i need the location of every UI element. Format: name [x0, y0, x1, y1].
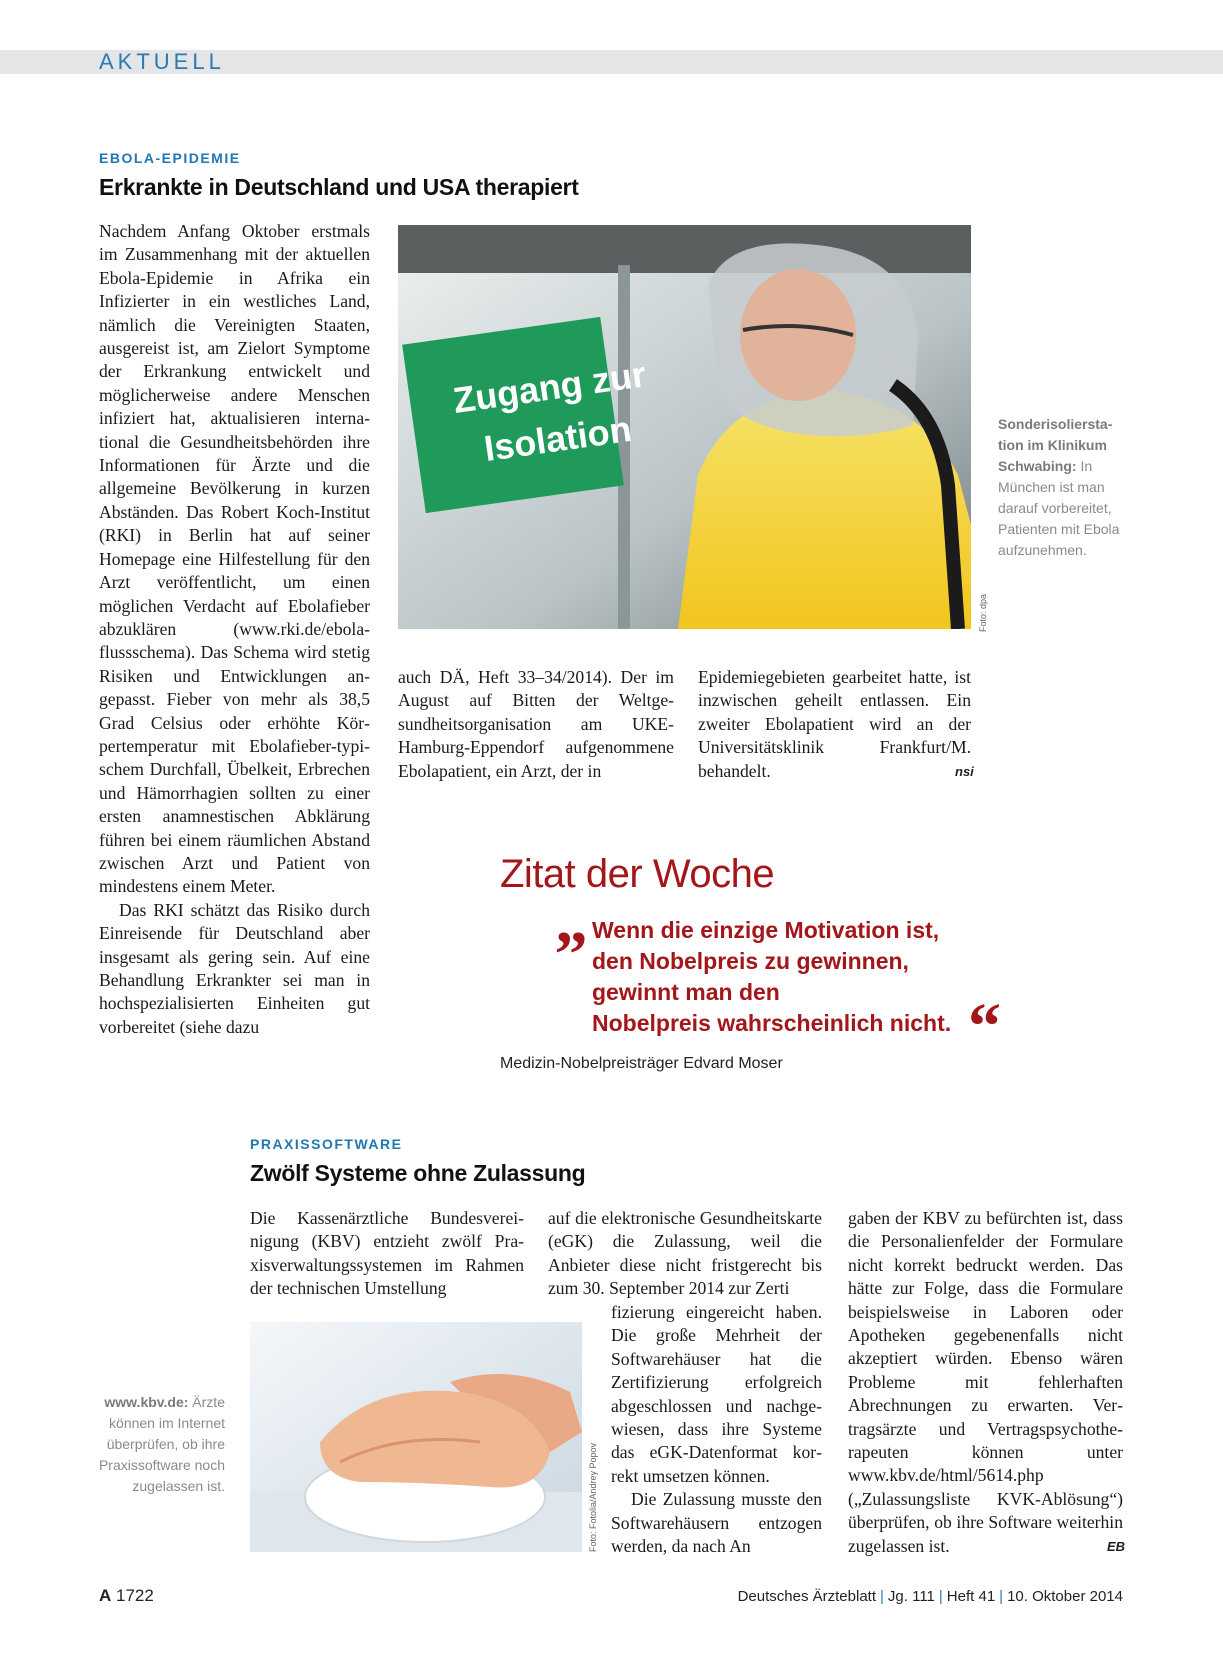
article2-caption [90, 1392, 225, 1497]
caption-bold: www.kbv.de: [104, 1394, 189, 1410]
quote-line: Nobelpreis wahrscheinlich nicht. [592, 1010, 952, 1036]
article2-signature: EB [1107, 1539, 1126, 1554]
quote-author: Medizin-Nobelpreisträger Edvard Moser [500, 1055, 783, 1072]
article2-paragraph: fizierung eingereicht haben. Die große Mehrheit der Softwarehäuser hat die Zertifizierung erfolgreich abgeschlossen und nachgewiesen, dass ihre Systeme das eGK-Datenformat korrekt umsetzen können. [611, 1302, 822, 1486]
article1-column-2 [398, 666, 674, 783]
quote-line: den Nobelpreis zu gewinnen, [592, 948, 909, 974]
section-label: AKTUELL [99, 49, 225, 74]
article1-column-1 [99, 220, 370, 1039]
sign-text-line1: Zugang zur [450, 353, 649, 421]
caption-bold: Sonderisolierstation im Klinikum Schwabing: [998, 416, 1113, 474]
article2-column-3 [848, 1207, 1126, 1558]
quote-title: Zitat der Woche [500, 852, 775, 896]
page-number [99, 1586, 154, 1606]
page-prefix: A [99, 1586, 112, 1605]
article1-kicker: EBOLA-EPIDEMIE [99, 150, 241, 166]
article2-column-2-top [548, 1207, 822, 1301]
sign-text-line2: Isolation [481, 407, 634, 470]
quote-text [592, 915, 951, 1039]
page-number-value: 1722 [116, 1586, 154, 1605]
article2-paragraph: Die Zulassung musste den Softwarehäusern entzogen werden, da nach An [611, 1489, 822, 1557]
article2-column-2-bottom [611, 1301, 822, 1558]
photo-credit: Foto: dpa [978, 593, 988, 632]
divider: | [880, 1588, 884, 1605]
quote-line: gewinnt man den [592, 979, 780, 1005]
journal-name: Deutsches Ärzteblatt [737, 1588, 876, 1605]
quote-open-mark: „ [555, 884, 588, 957]
journal-issue: Heft 41 [946, 1588, 996, 1605]
caption-text: Ärzte können im Internet überprüfen, ob ihre Praxissoftware noch zugelassen ist. [98, 1394, 225, 1494]
divider: | [999, 1588, 1004, 1605]
article2-paragraph: Die Kassenärztliche Bundesvereinigung (KBV) entzieht zwölf Praxisverwaltungssystemen im Rahmen der technischen Umstellung [250, 1208, 524, 1299]
article1-signature: nsi [955, 764, 974, 779]
article2-column-1 [250, 1207, 524, 1301]
article2-paragraph: auf die elektronische Gesundheitskarte (eGK) die Zulassung, weil die Anbieter diese nicht fristgerecht bis zum 30. September 2014 zur Zerti [548, 1208, 822, 1299]
journal-volume: Jg. 111 [887, 1588, 935, 1605]
article1-caption [998, 414, 1133, 561]
article2-kicker: PRAXISSOFTWARE [250, 1136, 403, 1152]
footer-journal-info [738, 1588, 1123, 1605]
article2-photo [250, 1322, 582, 1552]
photo-credit: Foto: Fotolia/Andrey Popov [588, 1442, 598, 1552]
caption-text: In München ist man darauf vorbereitet, Patienten mit Ebola aufzunehmen. [998, 458, 1120, 558]
mouse-hand-photo [250, 1322, 582, 1552]
article1-paragraph: Das RKI schätzt das Risiko durch Einreisende für Deutschland aber insgesamt als gering sein. Auf eine Behandlung Erkrankter sei man in hochspezialisierten Einheiten gut vorbereitet (siehe dazu [99, 899, 370, 1037]
article2-headline: Zwölf Systeme ohne Zulassung [250, 1160, 586, 1186]
article1-paragraph: auch DÄ, Heft 33–34/2014). Der im August auf Bitten der Weltgesundheitsorganisation am UKE-Hamburg-Eppendorf aufgenommene Ebolapatient, ein Arzt, der in [398, 667, 674, 781]
quote-line: Wenn die einzige Motivation ist, [592, 917, 940, 943]
isolation-ward-photo [398, 225, 971, 629]
article1-photo [398, 225, 971, 629]
divider: | [938, 1588, 943, 1605]
article1-paragraph: Epidemiegebieten gearbeitet hatte, ist inzwischen geheilt entlassen. Ein zweiter Ebolapatient wird an der Universitätsklinik Frankfurt/M. behandelt. [698, 667, 971, 781]
article1-paragraph: Nachdem Anfang Oktober erstmals im Zusammenhang mit der aktuellen Ebola-Epidemie in Afrika ein Infizierter in ein westliches Land, nämlich die Vereinigten Staaten, ausgereist ist, am Zielort Symptome der Erkrankung entwickelt und möglicherweise andere Menschen infiziert hat, aktualisieren international die Gesundheitsbehörden ihre Informationen für Ärzte und die allgemeine Bevölkerung in kurzen Abständen. Das Robert Koch-Institut (RKI) in Berlin hat auf seiner Homepage eine Hilfestellung für den Arzt veröffentlicht, um einen möglichen Verdacht auf Ebolafieber abzuklären (www.rki.de/ebolaflussschema). Das Schema wird stetig Risiken und Entwicklungen angepasst. Fieber von mehr als 38,5 Grad Celsius oder erhöhte Körpertemperatur mit Ebolafieber-typischem Durchfall, Übelkeit, Erbrechen und Hämorrhagien sollten zu einer ersten anamnestischen Abklärung führen bei einem räumlichen Abstand zwischen Arzt und Patient von mindestens einem Meter. [99, 221, 370, 897]
article1-headline: Erkrankte in Deutschland und USA therapiert [99, 174, 579, 200]
quote-close-mark: “ [968, 990, 1001, 1063]
article2-paragraph: gaben der KBV zu befürchten ist, dass die Personalienfelder der Formulare nicht korrekt bedruckt werden. Das hätte zur Folge, dass die Formulare beispielsweise in Laboren oder Apotheken gegebenenfalls nicht akzeptiert würden. Ebenso wären Probleme mit fehlerhaften Abrechnungen zu erwarten. Vertragsärzte und Vertragspsychotherapeuten können unter www.kbv.de/html/5614.php („Zulassungsliste KVK-Ablösung“) überprüfen, ob ihre Software weiterhin zugelassen ist. [848, 1208, 1123, 1556]
journal-date: 10. Oktober 2014 [1007, 1588, 1123, 1605]
article1-column-3 [698, 666, 971, 783]
